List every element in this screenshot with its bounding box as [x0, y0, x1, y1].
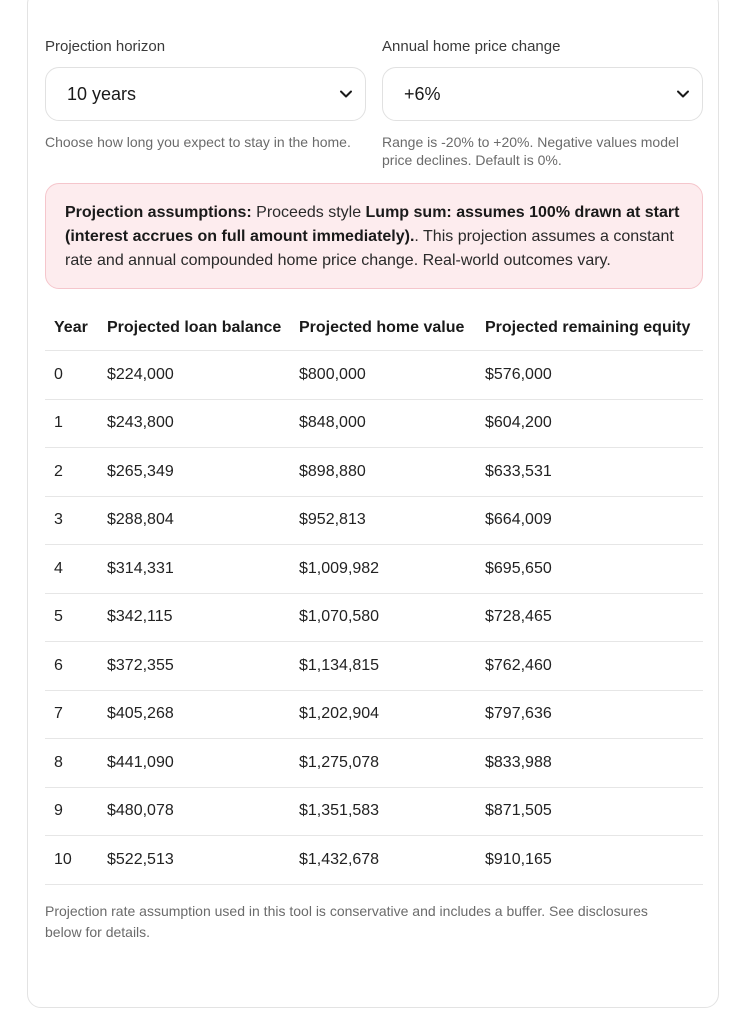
table-row: [45, 836, 703, 885]
cell-year: 4: [45, 545, 107, 594]
cell-year: 1: [45, 399, 107, 448]
cell-remaining-equity: $910,165: [485, 836, 703, 885]
cell-loan-balance: $265,349: [107, 448, 299, 497]
cell-remaining-equity: $833,988: [485, 739, 703, 788]
cell-loan-balance: $314,331: [107, 545, 299, 594]
projection-assumptions-notice: [45, 183, 703, 289]
cell-loan-balance: $441,090: [107, 739, 299, 788]
cell-home-value: $848,000: [299, 399, 485, 448]
cell-year: 3: [45, 496, 107, 545]
cell-year: 10: [45, 836, 107, 885]
header-loan-balance: Projected loan balance: [107, 309, 299, 351]
cell-year: 2: [45, 448, 107, 497]
header-home-value: Projected home value: [299, 309, 485, 351]
cell-home-value: $1,432,678: [299, 836, 485, 885]
price-change-field: [382, 0, 703, 169]
cell-remaining-equity: $664,009: [485, 496, 703, 545]
table-row: [45, 496, 703, 545]
chevron-down-icon: [676, 87, 690, 101]
cell-year: 9: [45, 787, 107, 836]
table-row: [45, 739, 703, 788]
cell-loan-balance: $522,513: [107, 836, 299, 885]
projection-table-body: [45, 351, 703, 885]
cell-loan-balance: $224,000: [107, 351, 299, 400]
table-row: [45, 642, 703, 691]
cell-remaining-equity: $604,200: [485, 399, 703, 448]
cell-remaining-equity: $728,465: [485, 593, 703, 642]
cell-home-value: $952,813: [299, 496, 485, 545]
price-change-label: Annual home price change: [382, 38, 561, 55]
cell-year: 7: [45, 690, 107, 739]
table-row: [45, 399, 703, 448]
projection-footnote: Projection rate assumption used in this tool is conservative and includes a buffer. See disclosures below for details.: [45, 902, 648, 940]
cell-remaining-equity: $762,460: [485, 642, 703, 691]
cell-home-value: $1,134,815: [299, 642, 485, 691]
table-row: [45, 593, 703, 642]
header-remaining-equity: Projected remaining equity: [485, 309, 703, 351]
projection-content: [45, 0, 703, 943]
cell-year: 0: [45, 351, 107, 400]
cell-loan-balance: $405,268: [107, 690, 299, 739]
cell-remaining-equity: $797,636: [485, 690, 703, 739]
price-change-select-value: +6%: [404, 83, 441, 104]
cell-loan-balance: $288,804: [107, 496, 299, 545]
cell-home-value: $800,000: [299, 351, 485, 400]
cell-year: 8: [45, 739, 107, 788]
cell-year: 6: [45, 642, 107, 691]
projection-table: [45, 309, 703, 885]
table-row: [45, 351, 703, 400]
horizon-help: Choose how long you expect to stay in the home.: [45, 134, 351, 150]
table-row: [45, 787, 703, 836]
header-year: Year: [45, 309, 107, 351]
cell-remaining-equity: $695,650: [485, 545, 703, 594]
cell-home-value: $1,070,580: [299, 593, 485, 642]
cell-home-value: $898,880: [299, 448, 485, 497]
table-row: [45, 448, 703, 497]
projection-fields: [45, 0, 703, 169]
assumptions-text-2: . This projection assumes a constant rate and annual compounded home price change. Real-world outcomes vary.: [65, 228, 674, 269]
assumptions-lead: Projection assumptions:: [65, 204, 252, 221]
assumptions-proceeds-style: Lump sum: assumes 100% drawn at start (interest accrues on full amount immediately).: [65, 204, 680, 245]
cell-home-value: $1,351,583: [299, 787, 485, 836]
cell-loan-balance: $243,800: [107, 399, 299, 448]
price-change-help: Range is -20% to +20%. Negative values model price declines. Default is 0%.: [382, 134, 679, 168]
table-row: [45, 690, 703, 739]
cell-home-value: $1,009,982: [299, 545, 485, 594]
cell-remaining-equity: $576,000: [485, 351, 703, 400]
table-header-row: [45, 309, 703, 351]
table-row: [45, 545, 703, 594]
cell-year: 5: [45, 593, 107, 642]
cell-loan-balance: $342,115: [107, 593, 299, 642]
cell-loan-balance: $372,355: [107, 642, 299, 691]
horizon-label: Projection horizon: [45, 38, 166, 55]
cell-remaining-equity: $633,531: [485, 448, 703, 497]
chevron-down-icon: [339, 87, 353, 101]
horizon-select[interactable]: [45, 67, 366, 121]
cell-loan-balance: $480,078: [107, 787, 299, 836]
cell-home-value: $1,275,078: [299, 739, 485, 788]
horizon-field: [45, 0, 366, 169]
cell-home-value: $1,202,904: [299, 690, 485, 739]
price-change-select[interactable]: [382, 67, 703, 121]
assumptions-text-1: Proceeds style: [251, 204, 366, 221]
horizon-select-value: 10 years: [67, 83, 137, 104]
cell-remaining-equity: $871,505: [485, 787, 703, 836]
